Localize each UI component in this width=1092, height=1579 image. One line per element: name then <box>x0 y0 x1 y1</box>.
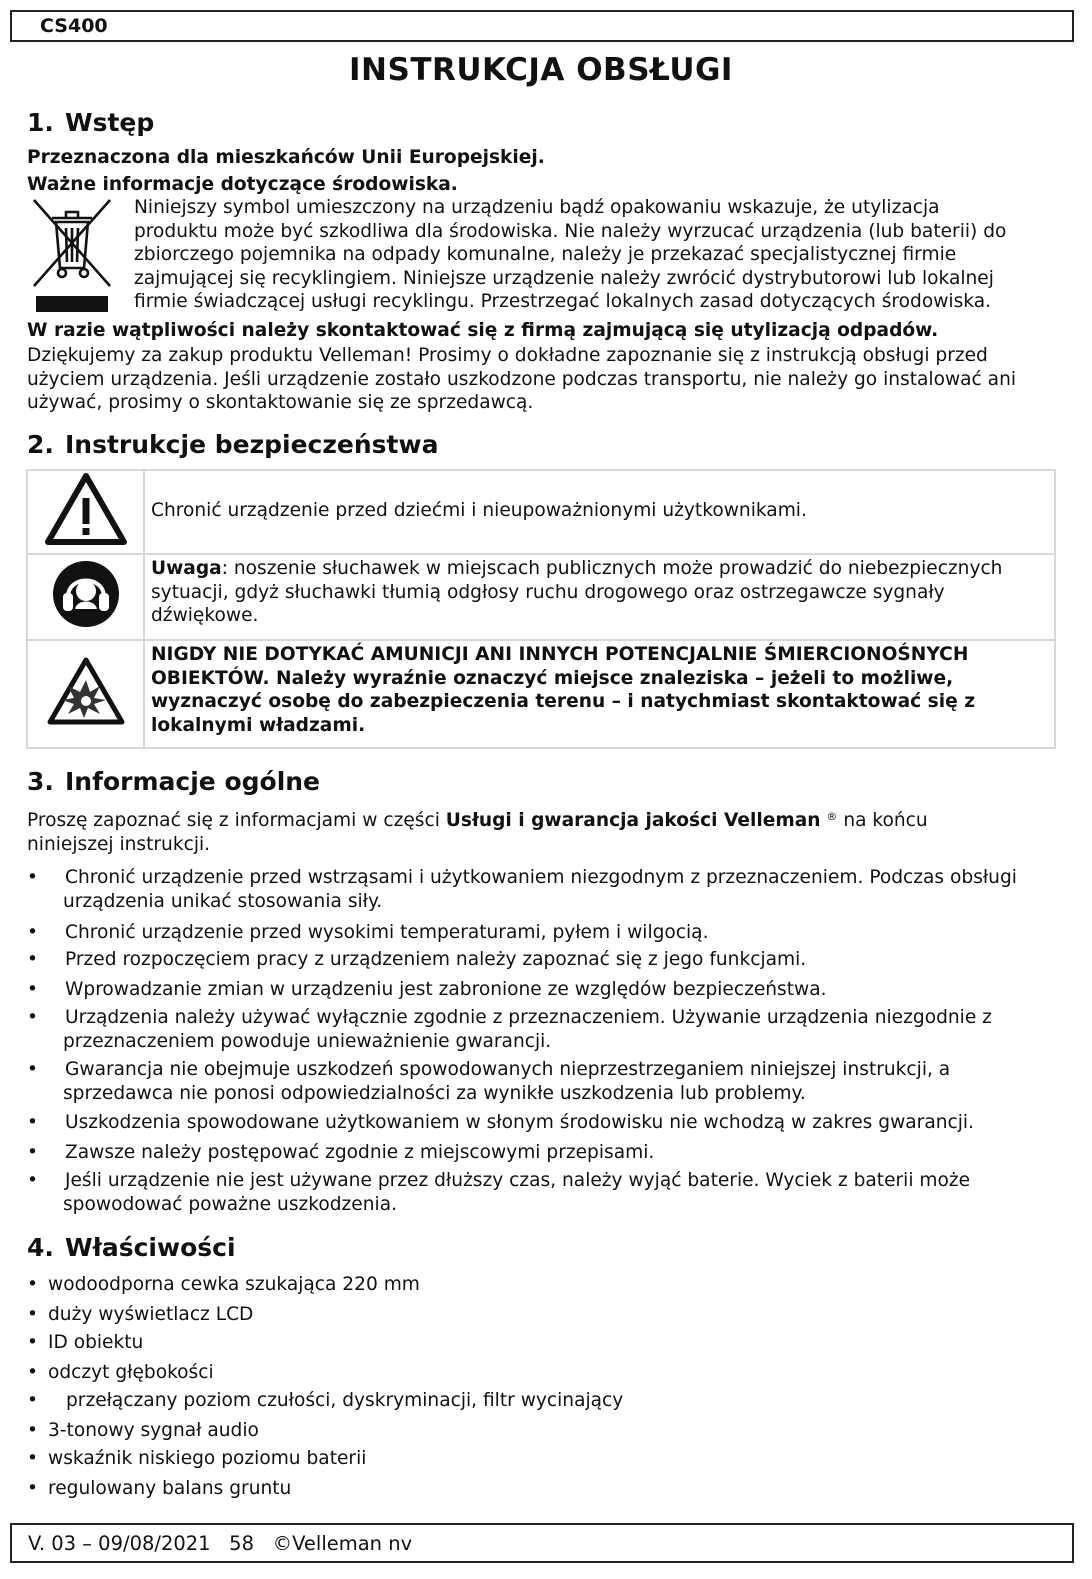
section-number: 4. <box>27 1233 54 1262</box>
feature-text: odczyt głębokości <box>48 1362 214 1383</box>
safety-row <box>27 640 1055 748</box>
weee-line: Niniejszy symbol umieszczony na urządzeniu bądź opakowaniu wskazuje, że utylizacja <box>134 197 940 218</box>
bullet-text: Wprowadzanie zmian w urządzeniu jest zabronione ze względów bezpieczeństwa. <box>65 979 827 1000</box>
safety-icon-cell <box>27 554 144 640</box>
bullet-dot: • <box>27 1390 38 1411</box>
bullet-dot: • <box>27 1142 38 1163</box>
section-title: Wstęp <box>65 108 155 137</box>
ear-protection-icon <box>51 559 121 629</box>
safety-table <box>26 469 1056 749</box>
bullet-text: Zawsze należy postępować zgodnie z miejscowymi przepisami. <box>65 1142 655 1163</box>
feature-item <box>27 1331 143 1355</box>
thanks-paragraph <box>27 344 1064 415</box>
safety-text: Chronić urządzenie przed dziećmi i nieupoważnionymi użytkownikami. <box>151 500 807 522</box>
bullet-dot: • <box>27 867 38 888</box>
section-heading-intro <box>27 108 154 138</box>
thanks-line: użyciem urządzenia. Jeśli urządzenie zostało uszkodzone podczas transportu, nie należy go instalować ani <box>27 368 1017 390</box>
explosive-hazard-icon <box>46 656 126 726</box>
bullet-dot: • <box>27 1059 38 1080</box>
weee-line: zbiorczego pojemnika na odpady komunalne, należy je przekazać specjalistycznej firmie <box>134 244 957 266</box>
weee-line: produktu może być szkodliwa dla środowiska. Nie należy wyrzucać urządzenia (lub baterii) do <box>134 220 1007 242</box>
safety-text: OBIEKTÓW. Należy wyraźnie oznaczyć miejsce znaleziska – jeżeli to możliwe, <box>151 667 954 689</box>
section-number: 2. <box>27 430 54 459</box>
general-lead <box>27 805 1064 856</box>
safety-text: lokalnymi władzami. <box>151 714 366 736</box>
list-item <box>27 1058 1062 1105</box>
lead-text: Proszę zapoznać się z informacjami w części <box>27 810 446 831</box>
disposal-doubt-notice: W razie wątpliwości należy skontaktować się z firmą zajmującą się utylizacją odpadów. <box>27 320 939 341</box>
bullet-text: Urządzenia należy używać wyłącznie zgodnie z przeznaczeniem. Używanie urządzenia niezgodnie z <box>65 1007 992 1028</box>
weee-line: zajmującej się recyklingiem. Niniejsze urządzenie należy zwrócić dystrybutorowi lub lokalnej <box>134 267 994 289</box>
safety-text: dźwiękowe. <box>151 605 259 627</box>
section-heading-features <box>27 1233 236 1263</box>
safety-text-cell <box>144 470 1055 554</box>
document-title: INSTRUKCJA OBSŁUGI <box>349 52 733 88</box>
safety-text-cell <box>144 554 1055 640</box>
bullet-text: Chronić urządzenie przed wstrząsami i użytkowaniem niezgodnym z przeznaczeniem. Podczas obsługi <box>65 867 1017 888</box>
feature-item <box>27 1419 259 1443</box>
bullet-text: Gwarancja nie obejmuje uszkodzeń spowodowanych nieprzestrzeganiem niniejszej instrukcji, a <box>65 1059 951 1080</box>
feature-text: 3-tonowy sygnał audio <box>48 1420 259 1441</box>
list-item <box>27 1006 1062 1053</box>
bullet-text: spowodować poważne uszkodzenia. <box>63 1193 398 1215</box>
feature-item <box>27 1477 291 1501</box>
section-title: Instrukcje bezpieczeństwa <box>65 430 439 459</box>
safety-row <box>27 470 1055 554</box>
safety-text-cell <box>144 640 1055 748</box>
list-item <box>27 866 1062 913</box>
feature-text: wodoodporna cewka szukająca 220 mm <box>48 1274 420 1295</box>
feature-item <box>27 1389 623 1413</box>
header-bar <box>10 10 1074 42</box>
section-number: 3. <box>27 767 54 796</box>
feature-text: przełączany poziom czułości, dyskryminacji, filtr wycinający <box>66 1390 624 1411</box>
bullet-dot: • <box>27 979 38 1000</box>
feature-item <box>27 1447 366 1471</box>
safety-text: NIGDY NIE DOTYKAĆ AMUNICJI ANI INNYCH POTENCJALNIE ŚMIERCIONOŚNYCH <box>151 644 969 665</box>
feature-text: duży wyświetlacz LCD <box>48 1304 254 1325</box>
bullet-dot: • <box>27 1420 38 1441</box>
feature-item <box>27 1303 253 1327</box>
safety-icon-cell <box>27 640 144 748</box>
section-title: Informacje ogólne <box>65 767 321 796</box>
safety-text: wyznaczyć osobę do zabezpieczenia terenu – i natychmiast skontaktować się z <box>151 691 976 713</box>
bullet-dot: • <box>27 1274 38 1295</box>
bullet-text: Chronić urządzenie przed wysokimi temperaturami, pyłem i wilgocią. <box>65 922 709 943</box>
thanks-line: Dziękujemy za zakup produktu Velleman! Prosimy o dokładne zapoznanie się z instrukcją obsługi przed <box>27 345 988 366</box>
feature-item <box>27 1273 420 1297</box>
lead-bold: Usługi i gwarancja jakości Velleman <box>445 810 821 831</box>
warning-triangle-icon <box>44 472 128 546</box>
bullet-text: Przed rozpoczęciem pracy z urządzeniem należy zapoznać się z jego funkcjami. <box>65 949 807 970</box>
bullet-dot: • <box>27 1332 38 1353</box>
feature-text: ID obiektu <box>48 1332 144 1353</box>
weee-description <box>134 196 1052 314</box>
list-item <box>27 948 1062 972</box>
list-item <box>27 978 1062 1002</box>
list-item <box>27 1141 1062 1165</box>
safety-text: : noszenie słuchawek w miejscach publicznych może prowadzić do niebezpiecznych <box>221 558 1003 579</box>
safety-text: sytuacji, gdyż słuchawki tłumią odgłosy ruchu drogowego oraz ostrzegawcze sygnały <box>151 581 945 603</box>
footer-text: V. 03 – 09/08/2021 58 ©Velleman nv <box>28 1532 413 1555</box>
feature-text: wskaźnik niskiego poziomu baterii <box>48 1448 367 1469</box>
section-heading-general <box>27 767 320 797</box>
lead-text: na końcu <box>837 810 928 831</box>
bullet-dot: • <box>27 1448 38 1469</box>
footer-bar <box>10 1523 1074 1563</box>
bullet-text: przeznaczeniem powoduje unieważnienie gwarancji. <box>63 1030 552 1052</box>
bullet-dot: • <box>27 1170 38 1191</box>
list-item <box>27 921 1062 945</box>
bullet-text: sprzedawca nie ponosi odpowiedzialności za wynikłe uszkodzenia lub problemy. <box>63 1082 806 1104</box>
eu-notice: Przeznaczona dla mieszkańców Unii Europejskiej. <box>27 147 545 168</box>
list-item <box>27 1111 1062 1135</box>
safety-row <box>27 554 1055 640</box>
safety-warning-lead: Uwaga <box>151 558 222 579</box>
model-code: CS400 <box>40 15 108 37</box>
thanks-line: używać, prosimy o skontaktowanie się ze sprzedawcą. <box>27 392 534 413</box>
registered-mark: ® <box>826 810 838 823</box>
bullet-text: urządzenia unikać stosowania siły. <box>63 890 383 912</box>
bullet-dot: • <box>27 1478 38 1499</box>
weee-crossed-bin-icon <box>30 196 114 318</box>
section-heading-safety <box>27 430 438 460</box>
bullet-dot: • <box>27 1112 38 1133</box>
lead-text: niniejszej instrukcji. <box>27 833 211 855</box>
bullet-dot: • <box>27 922 38 943</box>
bullet-dot: • <box>27 1007 38 1028</box>
safety-icon-cell <box>27 470 144 554</box>
list-item <box>27 1169 1062 1216</box>
bullet-text: Jeśli urządzenie nie jest używane przez dłuższy czas, należy wyjąć baterie. Wyciek z baterii może <box>65 1170 971 1191</box>
bullet-text: Uszkodzenia spowodowane użytkowaniem w słonym środowisku nie wchodzą w zakres gwarancji. <box>65 1112 974 1133</box>
bullet-dot: • <box>27 1304 38 1325</box>
weee-line: firmie świadczącej usługi recyklingu. Przestrzegać lokalnych zasad dotyczących środowiska. <box>134 291 992 313</box>
feature-text: regulowany balans gruntu <box>48 1478 292 1499</box>
section-title: Właściwości <box>65 1233 236 1262</box>
feature-item <box>27 1361 214 1385</box>
environment-notice-title: Ważne informacje dotyczące środowiska. <box>27 174 458 195</box>
bullet-dot: • <box>27 1362 38 1383</box>
bullet-dot: • <box>27 949 38 970</box>
section-number: 1. <box>27 108 54 137</box>
